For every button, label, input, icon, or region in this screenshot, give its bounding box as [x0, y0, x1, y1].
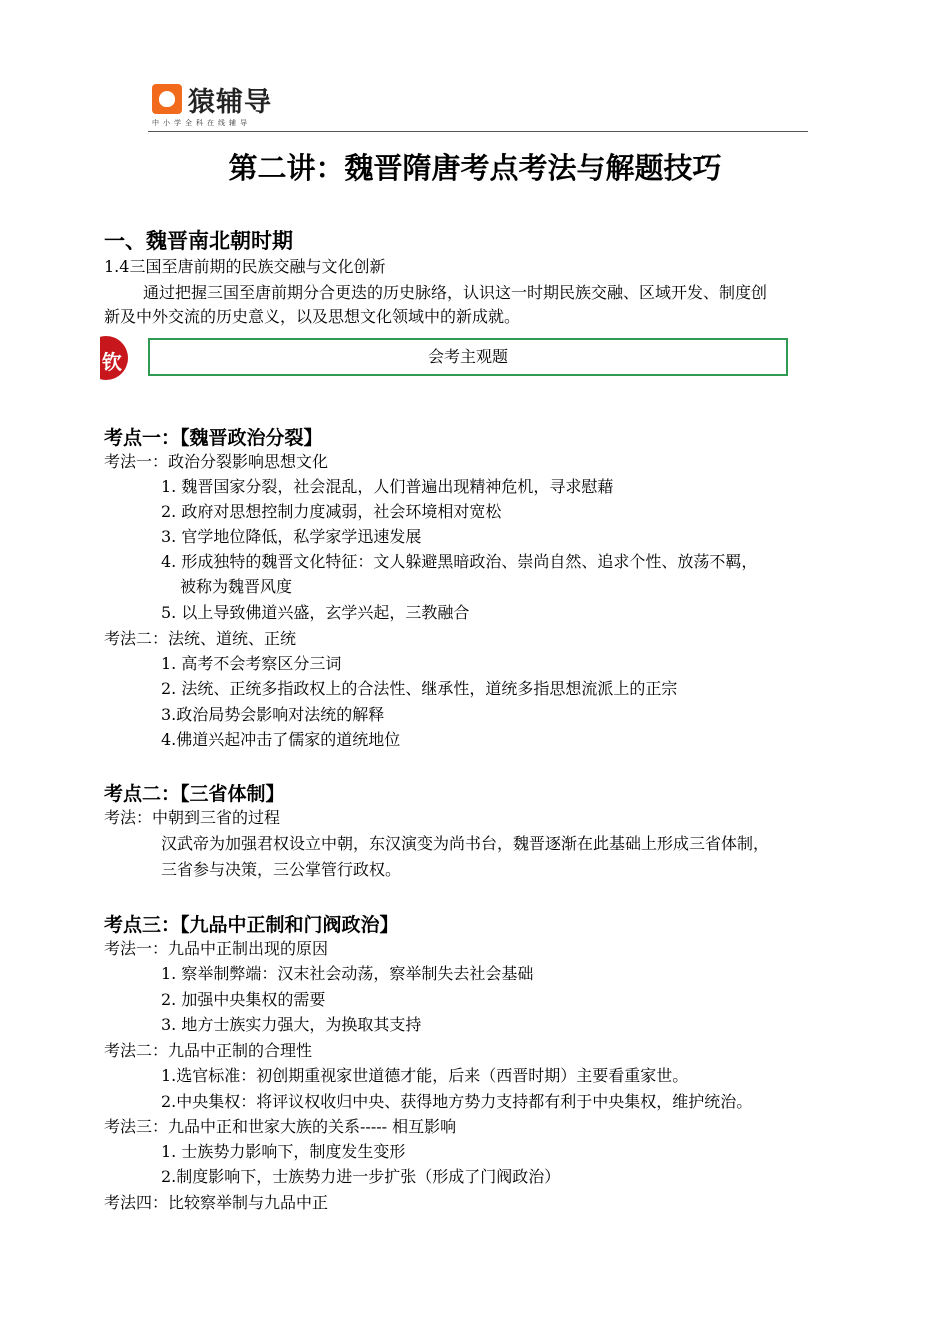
exam-method: 考法三：九品中正和世家大族的关系----- 相互影响: [104, 1117, 457, 1136]
list-item: 1.选官标准：初创期重视家世道德才能，后来（西晋时期）主要看重家世。: [161, 1066, 689, 1085]
list-item: 1. 察举制弊端：汉末社会动荡，察举制失去社会基础: [161, 964, 534, 983]
paragraph-line: 汉武帝为加强君权设立中朝，东汉演变为尚书台，魏晋逐渐在此基础上形成三省体制，: [161, 834, 770, 853]
exam-method: 考法四：比较察举制与九品中正: [104, 1193, 329, 1212]
exam-method: 考法：中朝到三省的过程: [104, 808, 281, 827]
list-item: 3.政治局势会影响对法统的解释: [161, 705, 385, 724]
logo-icon: [152, 84, 182, 114]
list-item: 2.中央集权：将评议权收归中央、获得地方势力支持都有利于中央集权，维护统治。: [161, 1092, 753, 1111]
list-item-continuation: 被称为魏晋风度: [180, 577, 293, 596]
list-item: 2.制度影响下，士族势力进一步扩张（形成了门阀政治）: [161, 1167, 561, 1186]
paragraph-line: 三省参与决策，三公掌管行政权。: [161, 860, 402, 879]
header-divider: [148, 131, 808, 132]
list-item: 2. 政府对思想控制力度减弱，社会环境相对宽松: [161, 502, 502, 521]
list-item: 1. 魏晋国家分裂，社会混乱，人们普遍出现精神危机，寻求慰藉: [161, 477, 614, 496]
exam-point-heading: 考点三：【九品中正制和门阀政治】: [104, 914, 399, 936]
exam-point-heading: 考点一：【魏晋政治分裂】: [104, 427, 323, 449]
list-item: 2. 加强中央集权的需要: [161, 990, 326, 1009]
exam-method: 考法一：政治分裂影响思想文化: [104, 452, 329, 471]
list-item: 5. 以上导致佛道兴盛，玄学兴起，三教融合: [161, 603, 470, 622]
exam-method: 考法二：法统、道统、正统: [104, 629, 297, 648]
exam-method: 考法一：九品中正制出现的原因: [104, 939, 329, 958]
list-item: 1. 高考不会考察区分三词: [161, 654, 342, 673]
page-header: [148, 78, 808, 133]
list-item: 4.佛道兴起冲击了儒家的道统地位: [161, 730, 401, 749]
list-item: 1. 士族势力影响下，制度发生变形: [161, 1142, 406, 1161]
logo-tagline: 中小学全科在线辅导: [152, 119, 251, 127]
list-item: 3. 地方士族实力强大，为换取其支持: [161, 1015, 422, 1034]
logo-text: 猿辅导: [188, 87, 272, 118]
seal-stamp-icon: 钦: [100, 336, 130, 380]
section-heading: 一、魏晋南北朝时期: [104, 229, 293, 253]
exam-type-callout: 会考主观题: [148, 338, 788, 376]
list-item: 2. 法统、正统多指政权上的合法性、继承性，道统多指思想流派上的正宗: [161, 679, 678, 698]
page-title: 第二讲：魏晋隋唐考点考法与解题技巧: [228, 151, 722, 185]
exam-point-heading: 考点二：【三省体制】: [104, 783, 285, 805]
intro-paragraph-line: 通过把握三国至唐前期分合更迭的历史脉络，认识这一时期民族交融、区域开发、制度创: [143, 283, 768, 302]
intro-paragraph-line: 新及中外交流的历史意义，以及思想文化领域中的新成就。: [104, 307, 521, 326]
list-item: 3. 官学地位降低，私学家学迅速发展: [161, 527, 422, 546]
list-item: 4. 形成独特的魏晋文化特征：文人躲避黑暗政治、崇尚自然、追求个性、放荡不羁，: [161, 552, 758, 571]
curriculum-standard: 1.4三国至唐前期的民族交融与文化创新: [104, 257, 386, 276]
exam-method: 考法二：九品中正制的合理性: [104, 1041, 313, 1060]
